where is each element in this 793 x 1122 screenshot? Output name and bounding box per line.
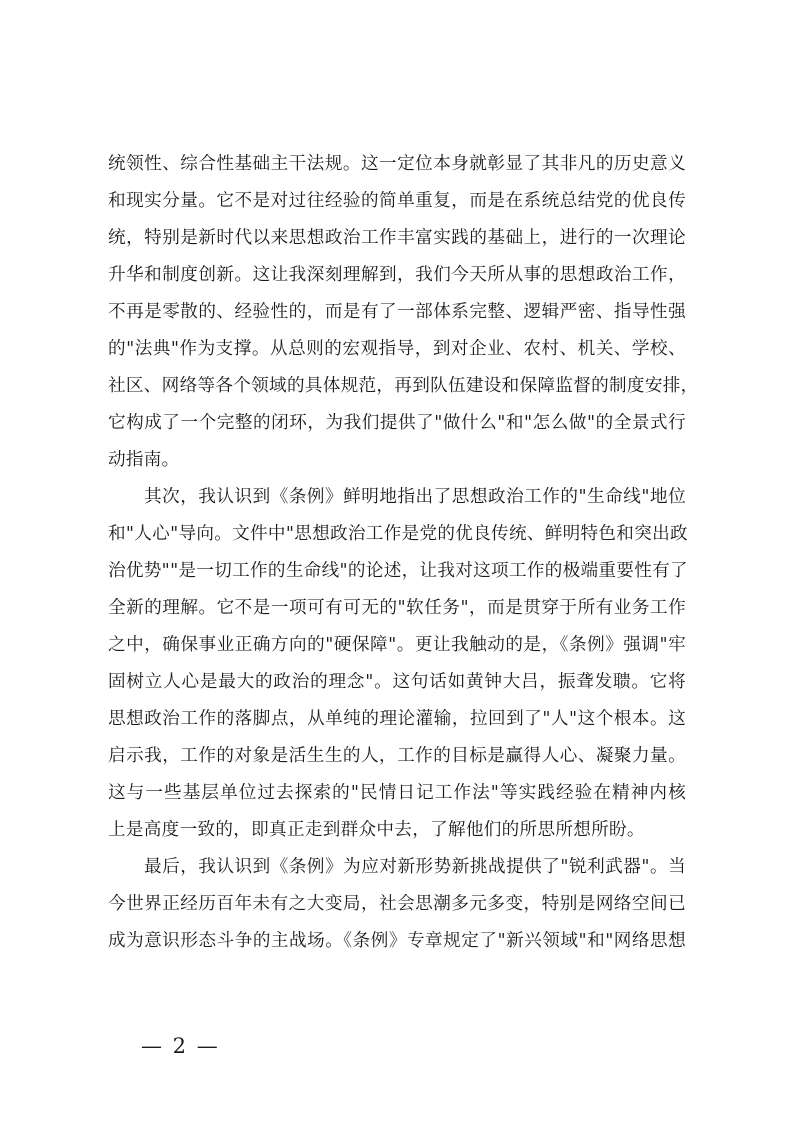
text-line: 统领性、综合性基础主干法规。这一定位本身就彰显了其非凡的历史意义 bbox=[108, 154, 686, 174]
text-line: 和"人心"导向。文件中"思想政治工作是党的优良传统、鲜明特色和突出政 bbox=[108, 524, 688, 544]
text-line: 启示我，工作的对象是活生生的人，工作的目标是赢得人心、凝聚力量。 bbox=[108, 746, 686, 766]
text-line: 和现实分量。它不是对过往经验的简单重复，而是在系统总结党的优良传 bbox=[108, 191, 686, 211]
text-line: 成为意识形态斗争的主战场。《条例》专章规定了"新兴领域"和"网络思想 bbox=[108, 931, 686, 951]
text-line: 这与一些基层单位过去探索的"民情日记工作法"等实践经验在精神内核 bbox=[108, 783, 686, 803]
text-line: 固树立人心是最大的政治的理念"。这句话如黄钟大吕，振聋发聩。它将 bbox=[108, 672, 686, 692]
text-line: 思想政治工作的落脚点，从单纯的理论灌输，拉回到了"人"这个根本。这 bbox=[108, 709, 686, 729]
paragraph-start-line: 最后，我认识到《条例》为应对新形势新挑战提供了"锐利武器"。当 bbox=[144, 857, 686, 877]
text-line: 社区、网络等各个领域的具体规范，再到队伍建设和保障监督的制度安排， bbox=[108, 376, 699, 396]
text-line: 全新的理解。它不是一项可有可无的"软任务"，而是贯穿于所有业务工作 bbox=[108, 598, 686, 618]
text-line: 升华和制度创新。这让我深刻理解到，我们今天所从事的思想政治工作， bbox=[108, 265, 686, 285]
body-text bbox=[108, 146, 699, 960]
text-line: 的"法典"作为支撑。从总则的宏观指导，到对企业、农村、机关、学校、 bbox=[108, 339, 686, 359]
text-line: 之中，确保事业正确方向的"硬保障"。更让我触动的是，《条例》强调"牢 bbox=[108, 635, 686, 655]
text-line: 治优势""是一切工作的生命线"的论述，让我对这项工作的极端重要性有了 bbox=[108, 561, 688, 581]
text-line: 统，特别是新时代以来思想政治工作丰富实践的基础上，进行的一次理论 bbox=[108, 228, 686, 248]
text-line: 动指南。 bbox=[108, 450, 180, 470]
text-line: 它构成了一个完整的闭环，为我们提供了"做什么"和"怎么做"的全景式行 bbox=[108, 413, 686, 433]
text-line: 今世界正经历百年未有之大变局，社会思潮多元多变，特别是网络空间已 bbox=[108, 894, 686, 914]
paragraph-start-line: 其次，我认识到《条例》鲜明地指出了思想政治工作的"生命线"地位 bbox=[144, 487, 686, 507]
text-line: 不再是零散的、经验性的，而是有了一部体系完整、逻辑严密、指导性强 bbox=[108, 302, 686, 322]
page-number: — 2 — bbox=[141, 1034, 220, 1058]
text-line: 上是高度一致的，即真正走到群众中去，了解他们的所思所想所盼。 bbox=[108, 820, 645, 840]
